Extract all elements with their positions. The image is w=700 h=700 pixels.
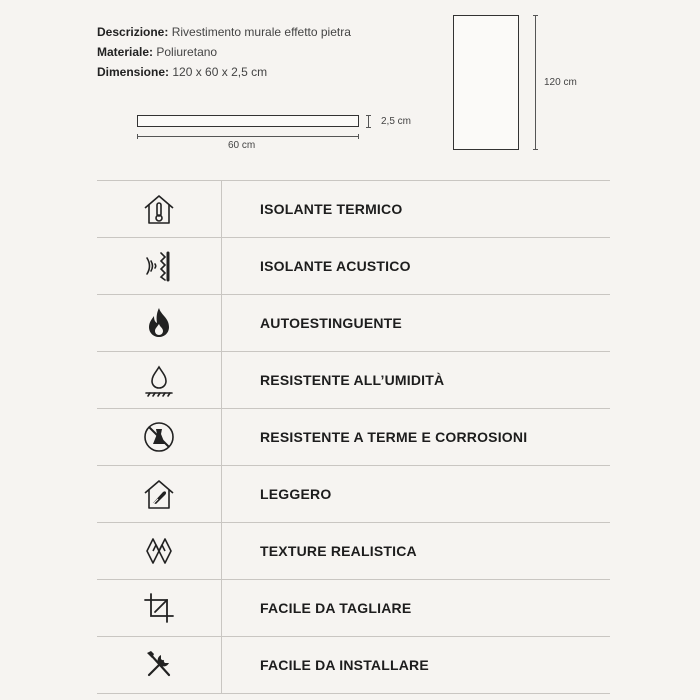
panel-side-view — [137, 115, 359, 127]
width-dimension-line — [137, 136, 359, 137]
feature-label: AUTOESTINGUENTE — [260, 315, 402, 331]
spec-dimensione — [97, 62, 351, 82]
thickness-label: 2,5 cm — [381, 116, 412, 127]
sound-wall-icon — [141, 248, 177, 284]
spec-value: Rivestimento murale effetto pietra — [171, 25, 351, 39]
feature-row — [97, 238, 610, 295]
feature-row — [97, 295, 610, 352]
feature-row — [97, 637, 610, 694]
house-thermometer-icon — [141, 191, 177, 227]
spec-label: Descrizione: — [97, 25, 169, 39]
feature-row — [97, 523, 610, 580]
feature-row — [97, 466, 610, 523]
feature-label: LEGGERO — [260, 486, 332, 502]
spec-label: Dimensione: — [97, 65, 170, 79]
product-specs — [97, 22, 351, 82]
spec-descrizione — [97, 22, 351, 42]
panel-front-view — [453, 15, 519, 150]
height-dimension-line — [535, 15, 536, 150]
spec-label: Materiale: — [97, 45, 154, 59]
feature-row — [97, 181, 610, 238]
feature-row — [97, 409, 610, 466]
height-label: 120 cm — [544, 77, 577, 88]
spec-value: Poliuretano — [156, 45, 218, 59]
width-label: 60 cm — [228, 140, 256, 151]
feature-label: ISOLANTE ACUSTICO — [260, 258, 411, 274]
diamond-texture-icon — [141, 533, 177, 569]
feature-label: RESISTENTE A TERME E CORROSIONI — [260, 429, 528, 445]
feature-label: FACILE DA TAGLIARE — [260, 600, 412, 616]
spec-materiale — [97, 42, 351, 62]
feature-label: TEXTURE REALISTICA — [260, 543, 417, 559]
feature-label: FACILE DA INSTALLARE — [260, 657, 429, 673]
feature-label: RESISTENTE ALL’UMIDITÀ — [260, 372, 445, 388]
feature-label: ISOLANTE TERMICO — [260, 201, 403, 217]
thickness-dimension-line — [366, 115, 371, 128]
crop-icon — [141, 590, 177, 626]
tools-icon — [141, 647, 177, 683]
flame-icon — [141, 305, 177, 341]
no-pests-icon — [141, 419, 177, 455]
feature-row — [97, 580, 610, 637]
spec-value: 120 x 60 x 2,5 cm — [172, 65, 268, 79]
water-drop-icon — [141, 362, 177, 398]
house-feather-icon — [141, 476, 177, 512]
feature-table — [97, 180, 610, 694]
feature-row — [97, 352, 610, 409]
